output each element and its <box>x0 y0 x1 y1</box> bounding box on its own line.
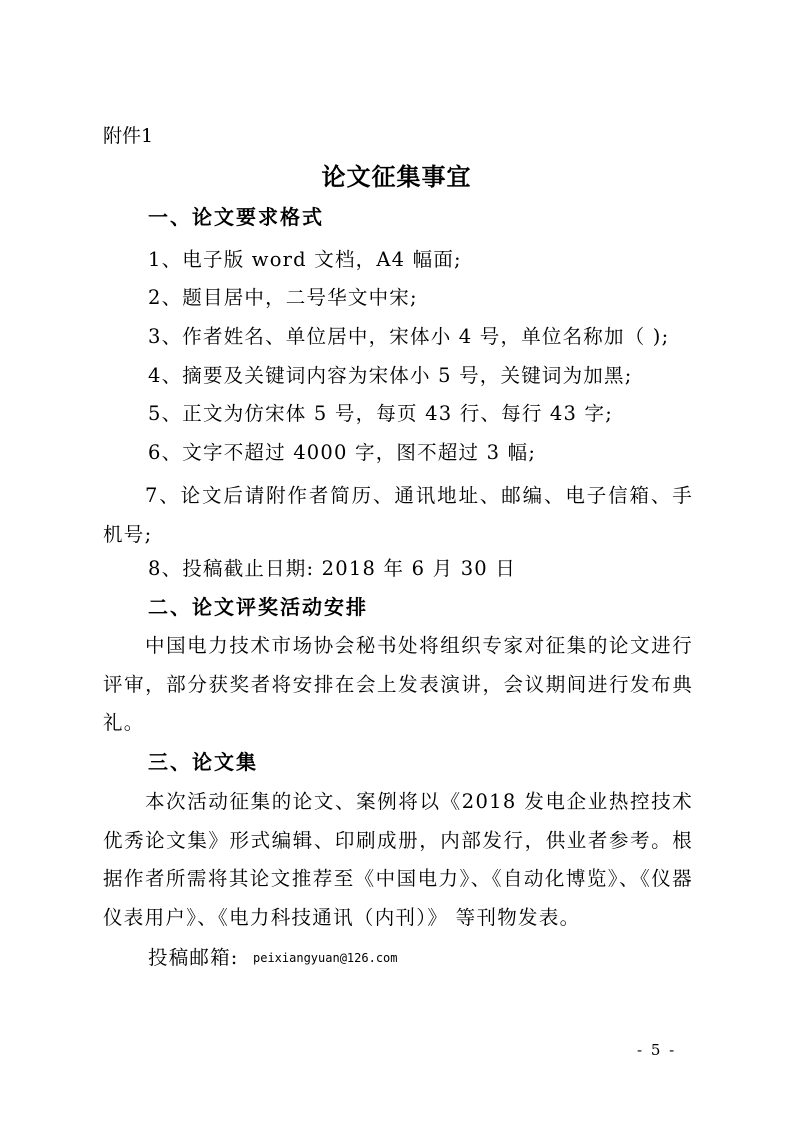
requirement-item-6: 6、文字不超过 4000 字，图不超过 3 幅; <box>148 441 537 464</box>
section-heading-awards: 二、论文评奖活动安排 <box>148 595 368 619</box>
requirement-item-7: 7、论文后请附作者简历、通讯地址、邮编、电子信箱、手机号; <box>103 484 693 546</box>
section-heading-collection: 三、论文集 <box>148 750 258 774</box>
page-title: 论文征集事宜 <box>321 163 472 191</box>
section-heading-requirements: 一、论文要求格式 <box>148 205 324 229</box>
awards-paragraph: 中国电力技术市场协会秘书处将组织专家对征集的论文进行评审，部分获奖者将安排在会上发表演讲，会议期间进行发布典礼。 <box>103 634 693 734</box>
email-address: peixiangyuan@126.com <box>253 951 398 965</box>
requirement-item-2: 2、题目居中，二号华文中宋; <box>148 286 418 309</box>
email-label: 投稿邮箱: <box>148 946 239 969</box>
requirement-item-4: 4、摘要及关键词内容为宋体小 5 号，关键词为加黑; <box>148 364 633 387</box>
requirement-item-5: 5、正文为仿宋体 5 号，每页 43 行、每行 43 字; <box>148 402 613 425</box>
requirement-item-1: 1、电子版 word 文档，A4 幅面; <box>148 248 462 271</box>
requirement-item-3: 3、作者姓名、单位居中，宋体小 4 号，单位名称加（ ); <box>148 325 670 348</box>
requirement-item-8: 8、投稿截止日期: 2018 年 6 月 30 日 <box>148 557 517 580</box>
collection-paragraph: 本次活动征集的论文、案例将以《2018 发电企业热控技术优秀论文集》形式编辑、印刷成册，内部发行，供业者参考。根据作者所需将其论文推荐至《中国电力》、《自动化博览》、《仪器仪表用户》、《电力科技通讯（内刊）》 等刊物发表。 <box>103 790 693 929</box>
page-number: - 5 - <box>637 1041 677 1059</box>
attachment-label: 附件1 <box>103 125 154 147</box>
